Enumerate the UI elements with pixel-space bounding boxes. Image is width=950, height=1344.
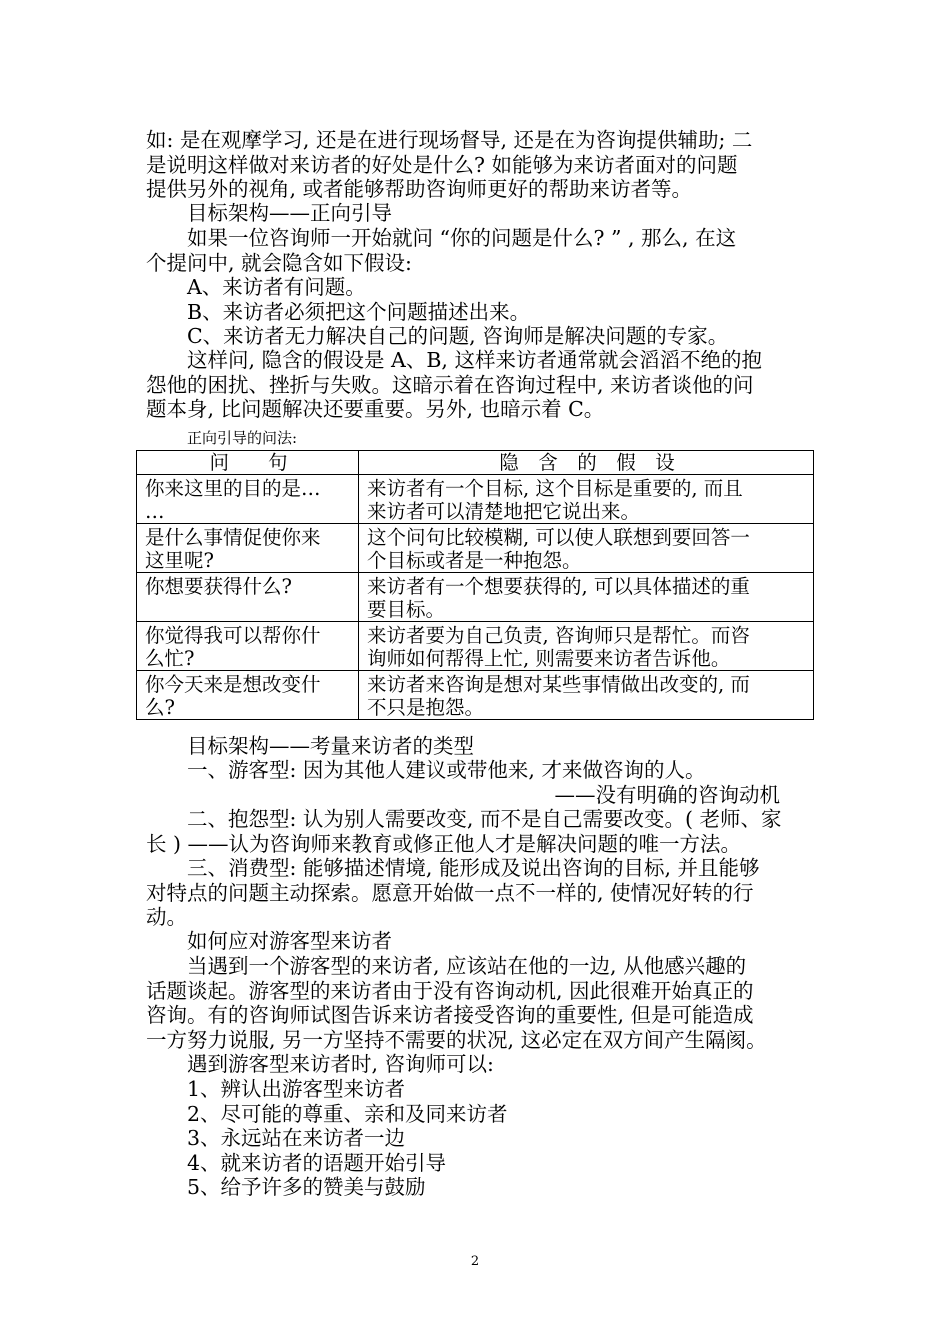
paragraph-advice — [146, 1052, 810, 1077]
text-line: 怨他的困扰、挫折与失败。这暗示着在咨询过程中, 来访者谈他的问 — [146, 372, 754, 397]
table-row — [137, 622, 814, 671]
section-heading — [146, 734, 810, 759]
assumption-cell: 来访者要为自己负责, 咨询师只是帮忙。而咨 询师如何帮得上忙, 则需要来访者告诉他。 — [359, 622, 814, 671]
text-line: 长 ) ——认为咨询师来教育或修正他人才是解决问题的唯一方法。 — [146, 831, 742, 856]
text-line: 动。 — [146, 905, 187, 929]
assumption-cell: 来访者有一个目标, 这个目标是重要的, 而且 来访者可以清楚地把它说出来。 — [359, 475, 814, 524]
type-tourist-note: ——没有明确的咨询动机 — [554, 783, 780, 807]
list-item: 1、辨认出游客型来访者 — [187, 1077, 406, 1101]
text-line: 如果一位咨询师一开始就问 “你的问题是什么? ” , 那么, 在这 — [187, 226, 737, 250]
table-header-row — [137, 451, 814, 475]
question-cell: 是什么事情促使你来 这里呢? — [137, 524, 359, 573]
text-line: 一方努力说服, 另一方坚持不需要的状况, 这必定在双方间产生隔阂。 — [146, 1027, 767, 1052]
table-row — [137, 671, 814, 720]
assumption-cell: 来访者来咨询是想对某些事情做出改变的, 而 不只是抱怨。 — [359, 671, 814, 720]
text-line: 是说明这样做对来访者的好处是什么? 如能够为来访者面对的问题 — [146, 152, 738, 177]
text-line: 对特点的问题主动探索。愿意开始做一点不一样的, 使情况好转的行 — [146, 880, 754, 905]
text-line: 遇到游客型来访者时, 咨询师可以: — [187, 1052, 494, 1076]
type-tourist — [146, 758, 810, 783]
heading-text: 目标架构——正向引导 — [187, 201, 392, 225]
question-cell: 你想要获得什么? — [137, 573, 359, 622]
question-table — [136, 450, 814, 720]
list-item: 3、永远站在来访者一边 — [187, 1126, 406, 1150]
assumption-list — [146, 275, 810, 349]
table-caption — [187, 429, 851, 447]
text-line: 个提问中, 就会隐含如下假设: — [146, 250, 412, 275]
intro-paragraph — [146, 128, 810, 202]
header-assumption: 隐 含 的 假 设 — [359, 451, 814, 475]
question-cell: 你来这里的目的是… … — [137, 475, 359, 524]
list-item: 4、就来访者的语题开始引导 — [187, 1150, 447, 1175]
text-line: 咨询。有的咨询师试图告诉来访者接受咨询的重要性, 但是可能造成 — [146, 1003, 754, 1027]
table-row — [137, 524, 814, 573]
text-line: 提供另外的视角, 或者能够帮助咨询师更好的帮助来访者等。 — [146, 177, 693, 201]
text-line: 二、抱怨型: 认为别人需要改变, 而不是自己需要改变。( 老师、家 — [187, 807, 782, 831]
type-consumer — [146, 856, 810, 930]
assumption-cell: 这个问句比较模糊, 可以使人联想到要回答一 个目标或者是一种抱怨。 — [359, 524, 814, 573]
section-heading — [146, 929, 810, 954]
list-item: B、来访者必须把这个问题描述出来。 — [187, 299, 531, 324]
section-heading — [146, 201, 810, 226]
text-line: 这样问, 隐含的假设是 A、B, 这样来访者通常就会滔滔不绝的抱 — [187, 348, 762, 372]
page-number: 2 — [470, 1254, 480, 1269]
text-line: 话题谈起。游客型的来访者由于没有咨询动机, 因此很难开始真正的 — [146, 978, 754, 1003]
text-line: 三、消费型: 能够描述情境, 能形成及说出咨询的目标, 并且能够 — [187, 856, 760, 880]
heading-text: 如何应对游客型来访者 — [187, 929, 392, 953]
question-cell: 你今天来是想改变什 么? — [137, 671, 359, 720]
paragraph-question — [146, 226, 810, 275]
paragraph-implication — [146, 348, 810, 422]
text-line: 如: 是在观摩学习, 还是在进行现场督导, 还是在为咨询提供辅助; 二 — [146, 128, 753, 152]
table-row — [137, 475, 814, 524]
paragraph-tourist — [146, 954, 810, 1052]
question-cell: 你觉得我可以帮你什 么忙? — [137, 622, 359, 671]
text-line: 一、游客型: 因为其他人建议或带他来, 才来做咨询的人。 — [187, 758, 706, 782]
steps-list — [146, 1077, 810, 1200]
text-line: 当遇到一个游客型的来访者, 应该站在他的一边, 从他感兴趣的 — [187, 954, 747, 978]
assumption-cell: 来访者有一个想要获得的, 可以具体描述的重 要目标。 — [359, 573, 814, 622]
heading-text: 目标架构——考量来访者的类型 — [187, 734, 474, 758]
table-row — [137, 573, 814, 622]
list-item: 2、尽可能的尊重、亲和及同来访者 — [187, 1101, 508, 1126]
text-line: 题本身, 比问题解决还要重要。另外, 也暗示着 C。 — [146, 397, 605, 421]
header-question: 问 句 — [137, 451, 359, 475]
list-item: A、来访者有问题。 — [187, 275, 366, 299]
caption-text: 正向引导的问法: — [187, 429, 298, 447]
list-item: C、来访者无力解决自己的问题, 咨询师是解决问题的专家。 — [187, 324, 729, 348]
type-complainer — [146, 807, 810, 856]
list-item: 5、给予许多的赞美与鼓励 — [187, 1175, 426, 1199]
